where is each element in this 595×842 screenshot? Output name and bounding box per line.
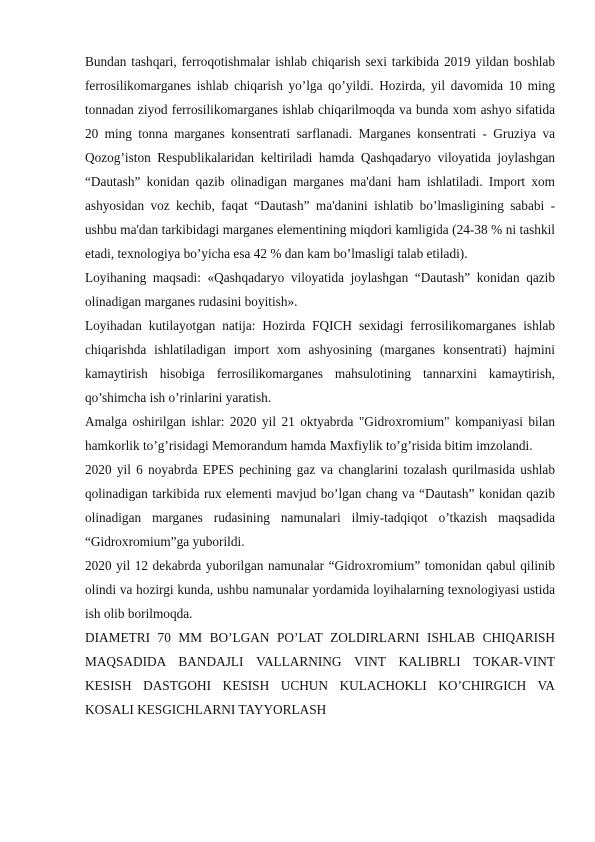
section-heading: DIAMETRI 70 MM BO’LGAN PO’LAT ZOLDIRLARNI ISHLAB CHIQARISH MAQSADIDA BANDAJLI VALLARNING VINT KALIBRLI TOKAR-VINT KESISH DASTGOHI KESISH UCHUN KULACHOKLI KO’CHIRGICH VA KOSALI KESGICHLARNI TAYYORLASH — [85, 630, 555, 717]
paragraph-expected-result: Loyihadan kutilayotgan natija: Hozirda FQICH sexidagi ferrosilikomarganes ishlab chiqarishda ishlatiladigan import xom ashyosining (marganes konsentrati) hajmini kamaytirish hisobiga ferrosilikomarganes mahsulotining tannarxini kamaytirish, qo’shimcha ish o’rinlarini yaratish. — [85, 318, 555, 405]
paragraph-production-background: Bundan tashqari, ferroqotishmalar ishlab chiqarish sexi tarkibida 2019 yildan boshlab ferrosilikomarganes ishlab chiqarish yo’lga qo’yildi. Hozirda, yil davomida 10 ming tonnadan ziyod ferrosilikomarganes ishlab chiqarilmoqda va bunda xom ashyo sifatida 20 ming tonna marganes konsentrati sarflanadi. Marganes konsentrati - Gruziya va Qozog’iston Respublikalaridan keltiriladi hamda Qashqadaryo viloyatida joylashgan “Dautash” konidan qazib olinadigan marganes ma'dani ham ishlatiladi. Import xom ashyosidan voz kechib, faqat “Dautash” ma'danini ishlatib bo’lmasligining sababi - ushbu ma'dan tarkibidagi marganes elementining miqdori kamligida (24-38 % ni tashkil etadi, texnologiya bo’yicha esa 42 % dan kam bo’lmasligi talab etiladi). — [85, 54, 555, 261]
document-page — [85, 50, 555, 722]
paragraph-work-done: Amalga oshirilgan ishlar: 2020 yil 21 oktyabrda "Gidroxromium" kompaniyasi bilan hamkorlik to’g’risidagi Memorandum hamda Maxfiylik to’g’risida bitim imzolandi. — [85, 414, 555, 453]
paragraph-samples-received: 2020 yil 12 dekabrda yuborilgan namunalar “Gidroxromium” tomonidan qabul qilinib olindi va hozirgi kunda, ushbu namunalar yordamida loyihalarning texnologiyasi ustida ish olib borilmoqda. — [85, 558, 555, 621]
paragraph-project-goal: Loyihaning maqsadi: «Qashqadaryo viloyatida joylashgan “Dautash” konidan qazib olinadigan marganes rudasini boyitish». — [85, 270, 555, 309]
paragraph-samples-sent: 2020 yil 6 noyabrda EPES pechining gaz va changlarini tozalash qurilmasida ushlab qolinadigan tarkibida rux elementi mavjud bo’lgan chang va “Dautash” konidan qazib olinadigan marganes rudasining namunalari ilmiy-tadqiqot o’tkazish maqsadida “Gidroxromium”ga yuborildi. — [85, 462, 555, 549]
